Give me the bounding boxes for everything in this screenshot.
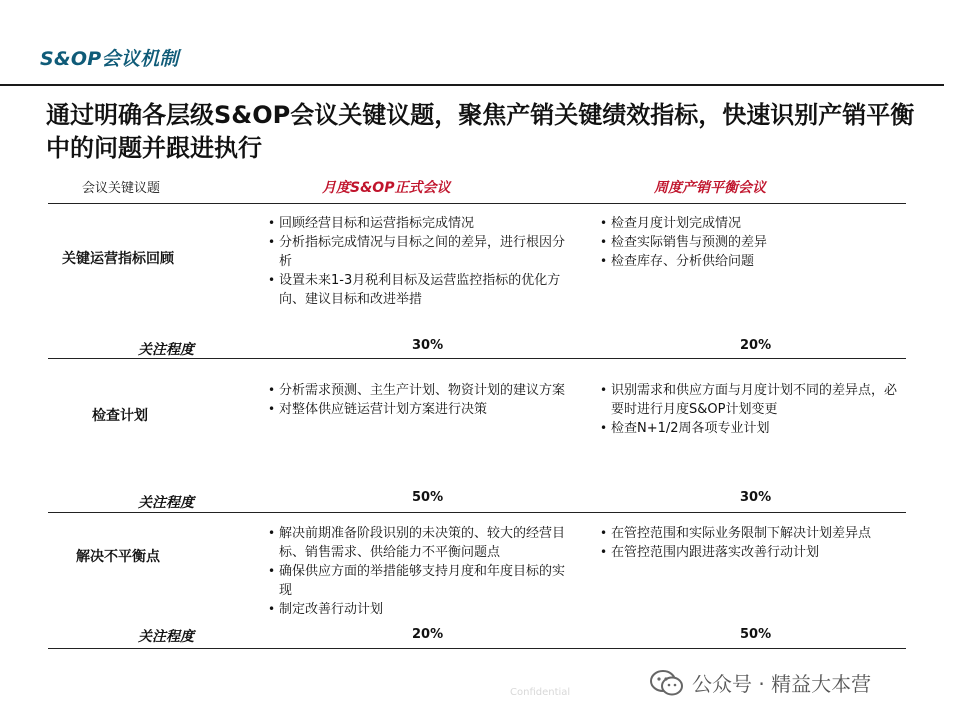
wechat-icon — [650, 669, 684, 697]
list-item: • 制定改善行动计划 — [268, 600, 574, 619]
weekly-bullet-list — [600, 381, 906, 438]
focus-label: 关注程度 — [138, 629, 194, 645]
column-header-topic: 会议关键议题 — [82, 181, 161, 196]
watermark-text: 公众号 · 精益大本营 — [692, 672, 872, 696]
list-item: • 在管控范围内跟进落实改善行动计划 — [600, 543, 906, 562]
list-item: • 分析需求预测、主生产计划、物资计划的建议方案 — [268, 381, 574, 400]
list-item: • 解决前期准备阶段识别的未决策的、较大的经营目标、销售需求、供给能力不平衡问题点 — [268, 524, 574, 562]
focus-label: 关注程度 — [138, 342, 194, 358]
list-item: • 检查N+1/2周各项专业计划 — [600, 419, 906, 438]
column-header-weekly: 周度产销平衡会议 — [654, 180, 766, 196]
list-item: • 检查月度计划完成情况 — [600, 214, 906, 233]
column-header-monthly: 月度S&OP正式会议 — [322, 180, 451, 196]
row-topic: 关键运营指标回顾 — [62, 251, 174, 267]
weekly-focus-value: 50% — [740, 627, 772, 642]
monthly-focus-value: 20% — [412, 627, 444, 642]
weekly-bullet-list — [600, 214, 906, 271]
table-divider — [48, 648, 906, 649]
list-item: • 分析指标完成情况与目标之间的差异，进行根因分析 — [268, 233, 574, 271]
list-item: • 设置未来1-3月税利目标及运营监控指标的优化方向、建议目标和改进举措 — [268, 271, 574, 309]
headline: 通过明确各层级S&OP会议关键议题，聚焦产销关键绩效指标，快速识别产销平衡中的问题并跟进执行 — [46, 101, 915, 162]
slide-title: S&OP会议机制 — [40, 48, 179, 70]
list-item: • 对整体供应链运营计划方案进行决策 — [268, 400, 574, 419]
table-divider — [48, 512, 906, 513]
table-divider — [48, 358, 906, 359]
weekly-bullet-list — [600, 524, 906, 562]
table-divider — [48, 203, 906, 204]
title-divider — [0, 84, 944, 86]
watermark — [650, 668, 871, 697]
list-item: • 检查实际销售与预测的差异 — [600, 233, 906, 252]
monthly-bullet-list — [268, 381, 574, 419]
list-item: • 确保供应方面的举措能够支持月度和年度目标的实现 — [268, 562, 574, 600]
row-topic: 检查计划 — [92, 408, 148, 424]
confidential-label: Confidential — [510, 687, 571, 698]
list-item: • 识别需求和供应方面与月度计划不同的差异点，必要时进行月度S&OP计划变更 — [600, 381, 906, 419]
list-item: • 在管控范围和实际业务限制下解决计划差异点 — [600, 524, 906, 543]
monthly-bullet-list — [268, 214, 574, 309]
monthly-focus-value: 50% — [412, 490, 444, 505]
focus-label: 关注程度 — [138, 495, 194, 511]
weekly-focus-value: 20% — [740, 338, 772, 353]
monthly-bullet-list — [268, 524, 574, 619]
list-item: • 回顾经营目标和运营指标完成情况 — [268, 214, 574, 233]
list-item: • 检查库存、分析供给问题 — [600, 252, 906, 271]
monthly-focus-value: 30% — [412, 338, 444, 353]
row-topic: 解决不平衡点 — [76, 549, 160, 565]
weekly-focus-value: 30% — [740, 490, 772, 505]
